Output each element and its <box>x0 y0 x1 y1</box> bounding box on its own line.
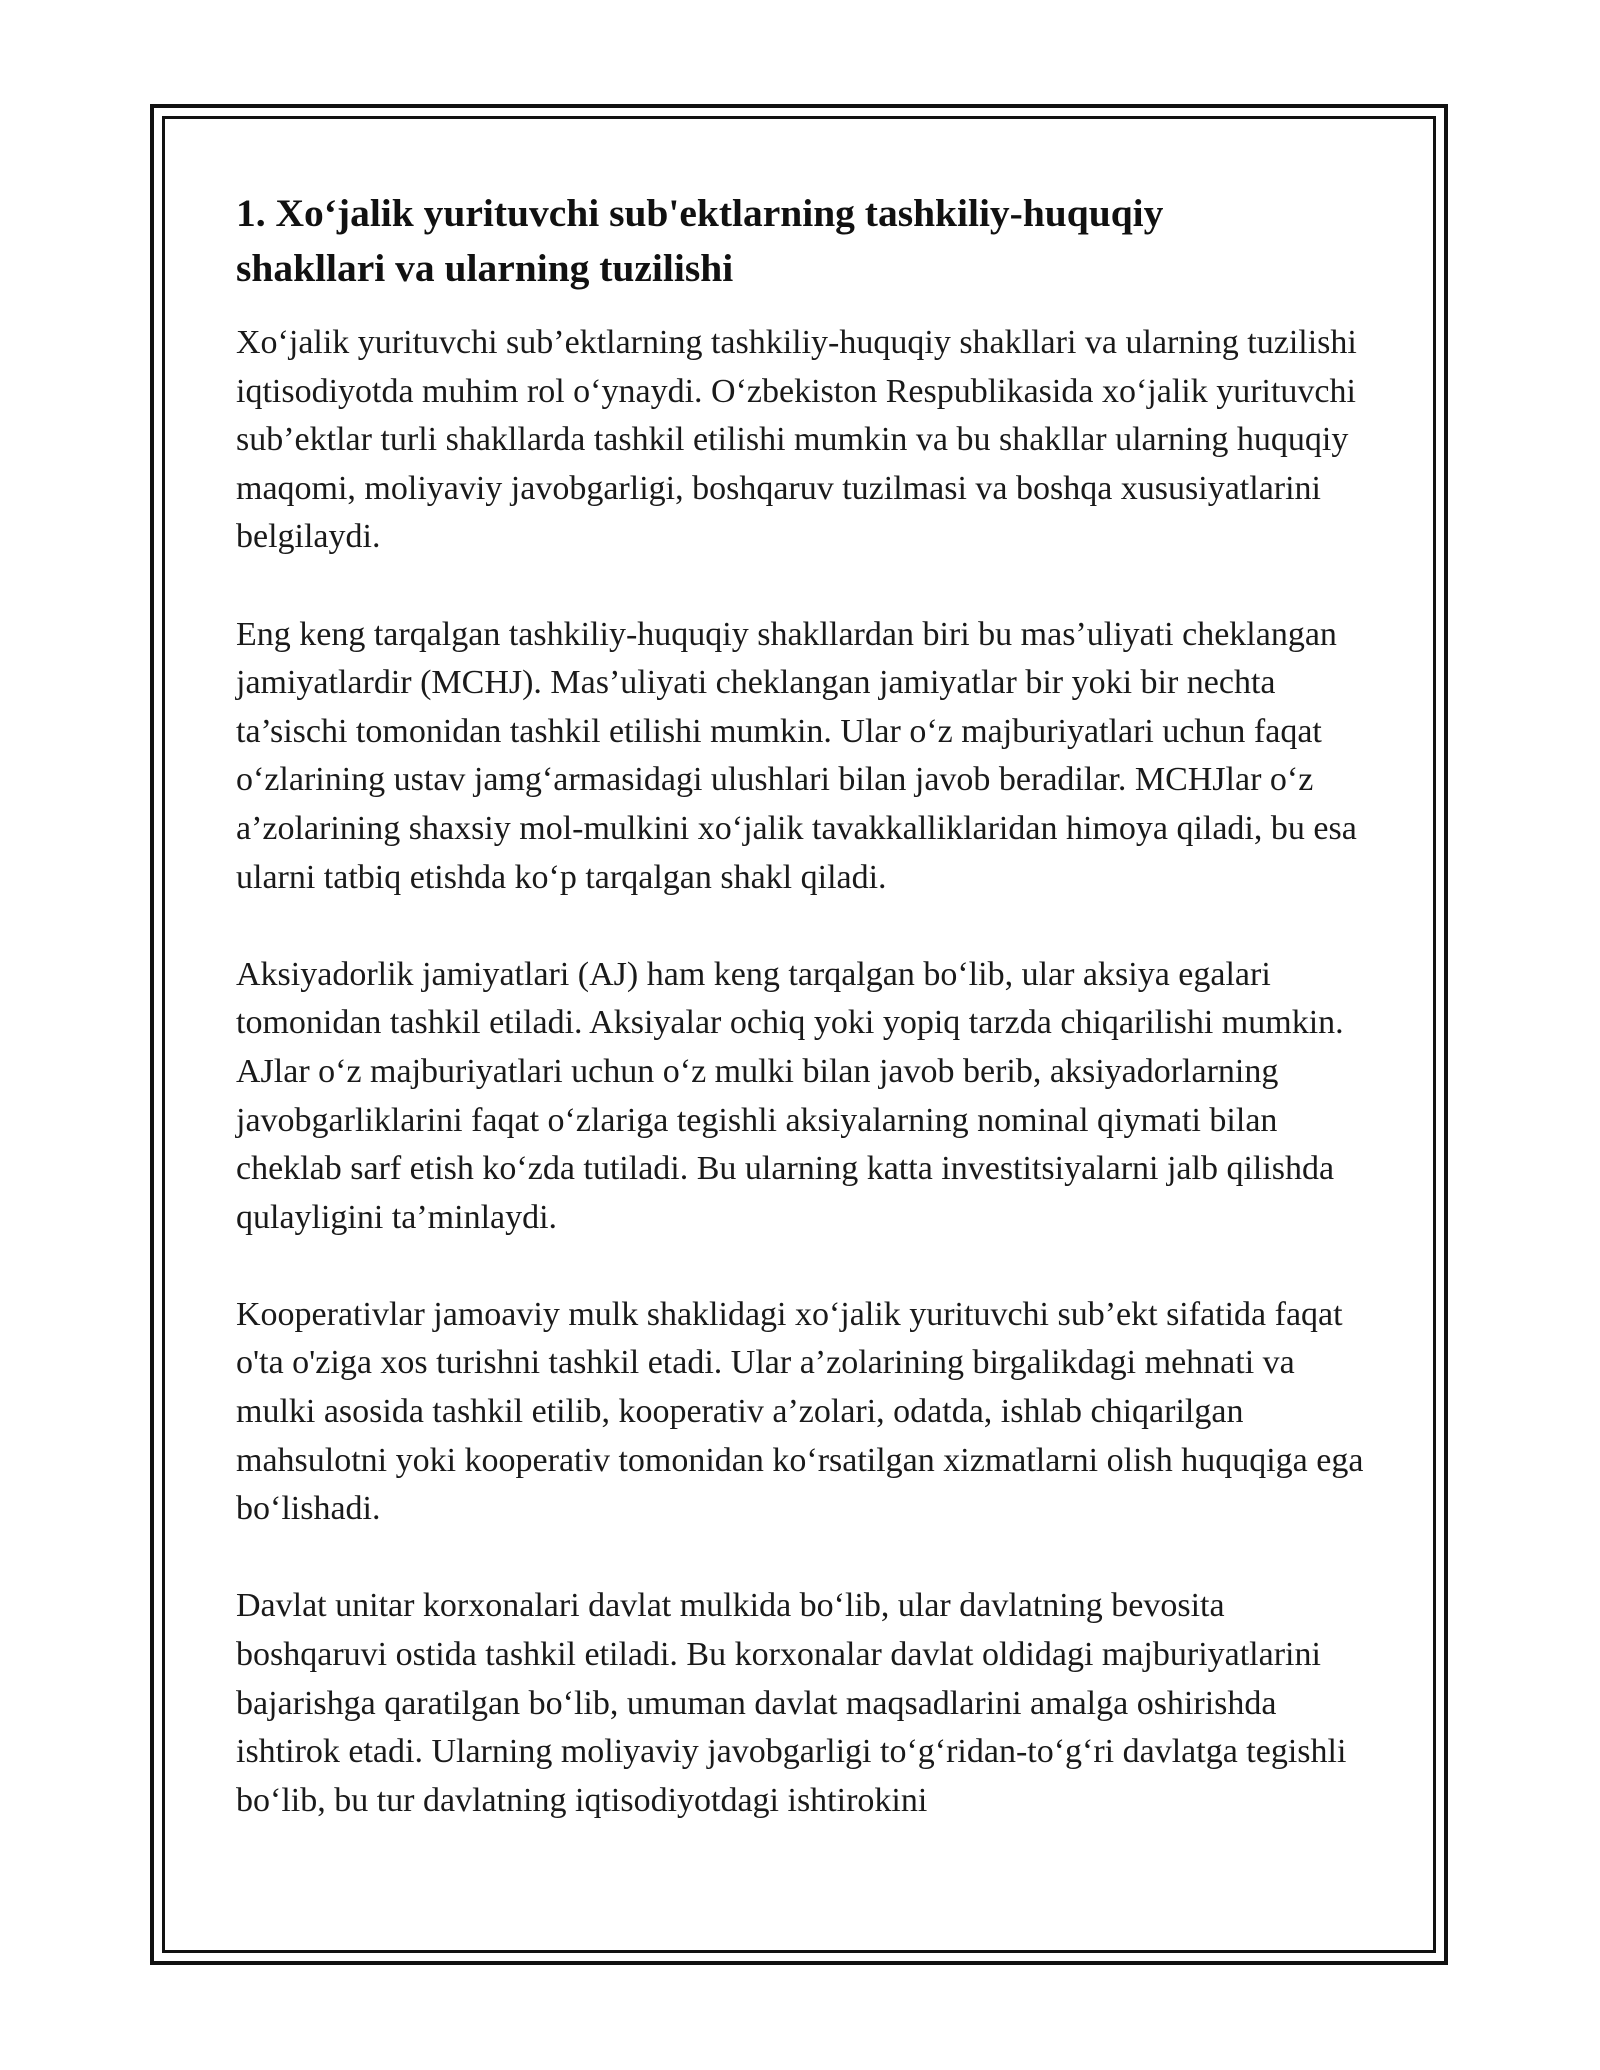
paragraph-intro: Xo‘jalik yurituvchi sub’ektlarning tashkiliy-huquqiy shakllari va ularning tuzilishi iqtisodiyotda muhim rol o‘ynaydi. O‘zbekiston Respublikasida xo‘jalik yurituvchi sub’ektlar turli shakllarda tashkil etilishi mumkin va bu shakllar ularning huquqiy maqomi, moliyaviy javobgarligi, boshqaruv tuzilmasi va boshqa xususiyatlarini belgilaydi. <box>236 324 1357 556</box>
paragraph-davlat-unitar: Davlat unitar korxonalari davlat mulkida bo‘lib, ular davlatning bevosita boshqaruvi ostida tashkil etiladi. Bu korxonalar davlat oldidagi majburiyatlarini bajarishga qaratilgan bo‘lib, umuman davlat maqsadlarini amalga oshirishda ishtirok etadi. Ularning moliyaviy javobgarligi to‘g‘ridan-to‘g‘ri davlatga tegishli bo‘lib, bu tur davlatning iqtisodiyotdagi ishtirokini <box>236 1587 1347 1819</box>
section-heading-line-2: shakllari va ularning tuzilishi <box>236 246 734 290</box>
section-heading-line-1: 1. Xo‘jalik yurituvchi sub'ektlarning tashkiliy-huquqiy <box>236 191 1164 235</box>
paragraph-aj: Aksiyadorlik jamiyatlari (AJ) ham keng tarqalgan bo‘lib, ular aksiya egalari tomonidan tashkil etiladi. Aksiyalar ochiq yoki yopiq tarzda chiqarilishi mumkin. AJlar o‘z majburiyatlari uchun o‘z mulki bilan javob berib, aksiyadorlarning javobgarliklarini faqat o‘zlariga tegishli aksiyalarning nominal qiymati bilan cheklab sarf etish ko‘zda tutiladi. Bu ularning katta investitsiyalarni jalb qilishda qulayligini ta’minlaydi. <box>236 955 1344 1236</box>
section-heading <box>236 186 1376 296</box>
paragraph-mchj: Eng keng tarqalgan tashkiliy-huquqiy shakllardan biri bu mas’uliyati cheklangan jamiyatlardir (MCHJ). Mas’uliyati cheklangan jamiyatlar bir yoki bir nechta ta’sischi tomonidan tashkil etilishi mumkin. Ular o‘z majburiyatlari uchun faqat o‘zlarining ustav jamg‘armasidagi ulushlari bilan javob beradilar. MCHJlar o‘z a’zolarining shaxsiy mol-mulkini xo‘jalik tavakkalliklaridan himoya qiladi, bu esa ularni tatbiq etishda ko‘p tarqalgan shakl qiladi. <box>236 615 1357 896</box>
paragraph-kooperativ: Kooperativlar jamoaviy mulk shaklidagi xo‘jalik yurituvchi sub’ekt sifatida faqat o'ta o'ziga xos turishni tashkil etadi. Ular a’zolarining birgalikdagi mehnati va mulki asosida tashkil etilib, kooperativ a’zolari, odatda, ishlab chiqarilgan mahsulotni yoki kooperativ tomonidan ko‘rsatilgan xizmatlarni olish huquqiga ega bo‘lishadi. <box>236 1295 1364 1528</box>
document-body <box>236 186 1376 1825</box>
